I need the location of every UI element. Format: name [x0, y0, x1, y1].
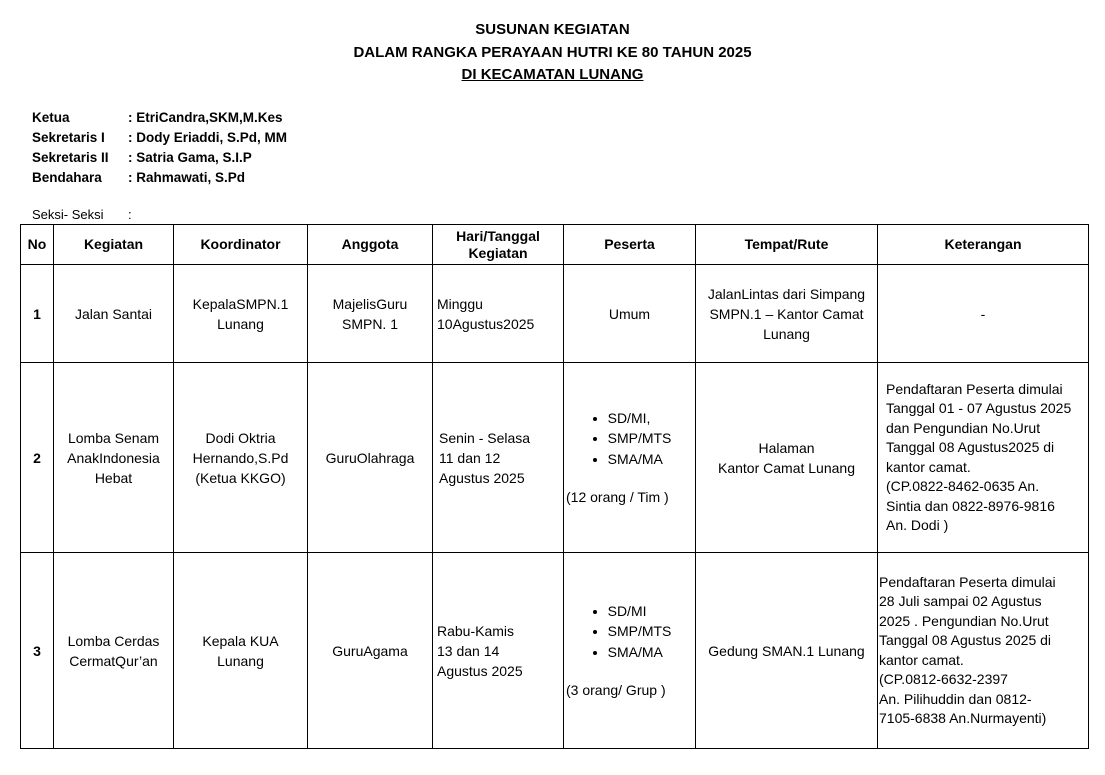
header-koordinator: Koordinator	[174, 225, 308, 265]
table-row	[21, 363, 1089, 553]
cell-tempat: JalanLintas dari Simpang SMPN.1 – Kantor Camat Lunang	[696, 265, 878, 363]
list-item: • SMP/MTS	[608, 428, 672, 449]
org-row-ketua	[32, 108, 287, 128]
sections-label-text: Seksi- Seksi	[32, 207, 104, 222]
org-label: Sekretaris I	[32, 130, 105, 145]
title-line-2: DALAM RANGKA PERAYAAN HUTRI KE 80 TAHUN 2025	[353, 43, 752, 61]
org-label: Ketua	[32, 110, 70, 125]
header-kegiatan: Kegiatan	[54, 225, 174, 265]
document-title	[0, 19, 1105, 87]
list-item: • SD/MI,	[608, 408, 672, 429]
cell-keterangan: Pendaftaran Peserta dimulai 28 Juli sampai 02 Agustus 2025 . Pengundian No.Urut Tanggal 08 Agustus 2025 di kantor camat. (CP.0812-6632-2397 An. Pilihuddin dan 0812- 7105-6838 An.Nurmayenti)	[878, 553, 1089, 749]
cell-koordinator: Kepala KUA Lunang	[174, 553, 308, 749]
header-anggota: Anggota	[308, 225, 433, 265]
cell-kegiatan: Lomba Cerdas CermatQur’an	[54, 553, 174, 749]
activity-table	[20, 224, 1089, 749]
cell-hari-tanggal: Senin - Selasa 11 dan 12 Agustus 2025	[433, 363, 564, 553]
cell-hari-tanggal: Rabu-Kamis 13 dan 14 Agustus 2025	[433, 553, 564, 749]
table-header-row	[21, 225, 1089, 265]
org-value: : Dody Eriaddi, S.Pd, MM	[128, 130, 288, 145]
peserta-list	[590, 601, 672, 663]
cell-keterangan: Pendaftaran Peserta dimulai Tanggal 01 - 07 Agustus 2025 dan Pengundian No.Urut Tanggal 08 Agustus2025 di kantor camat. (CP.0822-8462-0635 An. Sintia dan 0822-8976-9816 An. Dodi )	[878, 363, 1089, 553]
header-peserta: Peserta	[564, 225, 696, 265]
cell-peserta	[564, 363, 696, 553]
cell-tempat: Halaman Kantor Camat Lunang	[696, 363, 878, 553]
org-value: : Rahmawati, S.Pd	[128, 170, 246, 185]
header-tempat: Tempat/Rute	[696, 225, 878, 265]
peserta-note: (3 orang/ Grup )	[566, 682, 666, 699]
org-row-bendahara	[32, 168, 287, 188]
cell-kegiatan: Lomba Senam AnakIndonesia Hebat	[54, 363, 174, 553]
cell-anggota: GuruAgama	[308, 553, 433, 749]
cell-kegiatan: Jalan Santai	[54, 265, 174, 363]
cell-peserta	[564, 553, 696, 749]
header-keterangan: Keterangan	[878, 225, 1089, 265]
peserta-note: (12 orang / Tim )	[566, 489, 669, 506]
sections-colon: :	[128, 207, 132, 222]
cell-anggota: GuruOlahraga	[308, 363, 433, 553]
org-label: Bendahara	[32, 170, 102, 185]
cell-no: 3	[21, 553, 54, 749]
cell-peserta: Umum	[564, 265, 696, 363]
org-value: : EtriCandra,SKM,M.Kes	[128, 110, 283, 125]
cell-koordinator: KepalaSMPN.1 Lunang	[174, 265, 308, 363]
table-row	[21, 553, 1089, 749]
list-item: • SMA/MA	[608, 449, 672, 470]
list-item: • SD/MI	[608, 601, 672, 622]
cell-hari-tanggal: Minggu 10Agustus2025	[433, 265, 564, 363]
organization-list	[32, 108, 287, 188]
cell-koordinator: Dodi Oktria Hernando,S.Pd (Ketua KKGO)	[174, 363, 308, 553]
header-no: No	[21, 225, 54, 265]
org-value: : Satria Gama, S.I.P	[128, 150, 252, 165]
table-row	[21, 265, 1089, 363]
cell-keterangan: -	[878, 265, 1089, 363]
cell-tempat: Gedung SMAN.1 Lunang	[696, 553, 878, 749]
org-label: Sekretaris II	[32, 150, 109, 165]
list-item: • SMA/MA	[608, 642, 672, 663]
org-row-sekretaris-1	[32, 128, 287, 148]
header-hari-tanggal: Hari/Tanggal Kegiatan	[433, 225, 564, 265]
cell-no: 2	[21, 363, 54, 553]
title-line-3: DI KECAMATAN LUNANG	[461, 66, 644, 83]
sections-label	[32, 207, 132, 222]
title-line-1: SUSUNAN KEGIATAN	[475, 21, 630, 38]
cell-anggota: MajelisGuru SMPN. 1	[308, 265, 433, 363]
cell-no: 1	[21, 265, 54, 363]
list-item: • SMP/MTS	[608, 621, 672, 642]
peserta-list	[590, 408, 672, 470]
org-row-sekretaris-2	[32, 148, 287, 168]
